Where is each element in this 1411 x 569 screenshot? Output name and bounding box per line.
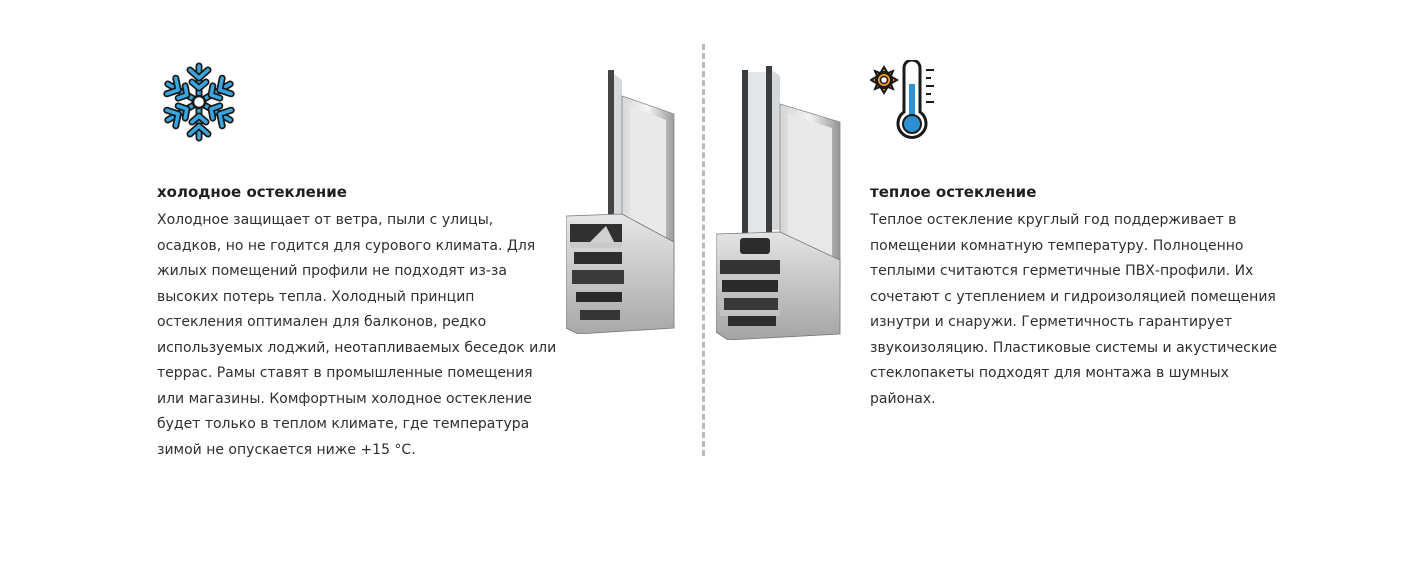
snowflake-icon bbox=[157, 60, 557, 144]
cold-glazing-section bbox=[157, 60, 557, 463]
thermometer-sun-icon bbox=[870, 60, 1290, 144]
aluminum-cold-profile-image bbox=[566, 66, 690, 338]
aluminum-warm-profile-image bbox=[716, 64, 848, 344]
warm-glazing-description: Теплое остекление круглый год поддерживает в помещении комнатную температуру. Полноценно теплыми считаются герметичные ПВХ-профили. Их сочетают с утеплением и гидроизоляцией помещения изнутри и снаружи. Герметичность гарантирует звукоизоляцию. Пластиковые системы и акустические стеклопакеты подходят для монтажа в шумных районах. bbox=[870, 212, 1278, 407]
cold-glazing-title: холодное остекление bbox=[157, 183, 347, 201]
warm-glazing-section bbox=[870, 60, 1290, 412]
warm-glazing-title: теплое остекление bbox=[870, 183, 1037, 201]
section-divider bbox=[702, 44, 705, 456]
cold-glazing-description: Холодное защищает от ветра, пыли с улицы, осадков, но не годится для сурового климата. Для жилых помещений профили не подходят из-за высоких потерь тепла. Холодный принцип остекления оптимален для балконов, редко используемых лоджий, неотапливаемых беседок или террас. Рамы ставят в промышленные помещения или магазины. Комфортным холодное остекление будет только в теплом климате, где температура зимой не опускается ниже +15 °C. bbox=[157, 212, 557, 458]
